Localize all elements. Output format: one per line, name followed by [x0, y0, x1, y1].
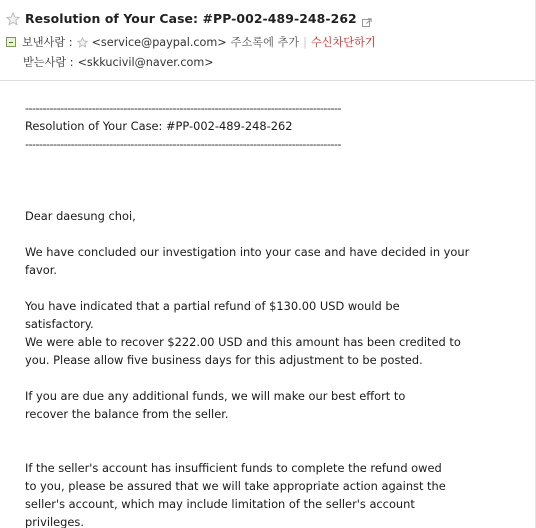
paragraph-line: you. Please allow five business days for this adjustment to be posted.	[25, 353, 423, 367]
star-icon[interactable]	[6, 11, 20, 25]
mail-body	[25, 99, 525, 528]
paragraph-line: seller's account, which may include limitation of the seller's account	[25, 497, 415, 511]
paragraph-line: privileges.	[25, 515, 84, 528]
dash-line-bottom: ------------------------------------------------------------------------------------------	[25, 137, 341, 151]
mail-subject: Resolution of Your Case: #PP-002-489-248-262	[25, 10, 357, 26]
paragraph-line: satisfactory.	[25, 317, 94, 331]
dash-line-top: ------------------------------------------------------------------------------------------	[25, 101, 341, 115]
recipient-label: 받는사람 :	[23, 56, 74, 69]
sender-address[interactable]: <service@paypal.com>	[91, 35, 227, 49]
block-sender-link[interactable]: 수신차단하기	[310, 36, 376, 49]
paragraph-line: We were able to recover $222.00 USD and this amount has been credited to	[25, 335, 461, 349]
separator: |	[303, 35, 307, 49]
recipient-row	[23, 54, 214, 70]
paragraph-line: If the seller's account has insufficient funds to complete the refund owed	[25, 461, 442, 475]
paragraph-line: If you are due any additional funds, we will make our best effort to	[25, 389, 406, 403]
body-subject-line: Resolution of Your Case: #PP-002-489-248-262	[25, 119, 293, 133]
subject-row	[6, 9, 372, 27]
external-link-icon[interactable]	[362, 13, 372, 23]
sender-label: 보낸사람 :	[22, 36, 73, 49]
paragraph-line: We have concluded our investigation into your case and have decided in your	[25, 245, 470, 259]
paragraph-line: to you, please be assured that we will take appropriate action against the	[25, 479, 446, 493]
star-icon[interactable]	[77, 37, 88, 48]
paragraph-line: favor.	[25, 263, 57, 277]
greeting: Dear daesung choi,	[25, 209, 136, 223]
paragraph-line: recover the balance from the seller.	[25, 407, 229, 421]
expand-icon[interactable]	[6, 37, 16, 47]
add-to-addressbook-link[interactable]: 주소록에 추가	[230, 36, 300, 49]
recipient-address[interactable]: <skkucivil@naver.com>	[77, 55, 214, 69]
header-divider	[0, 80, 536, 81]
sender-row	[6, 34, 376, 50]
paragraph-line: You have indicated that a partial refund of $130.00 USD would be	[25, 299, 400, 313]
